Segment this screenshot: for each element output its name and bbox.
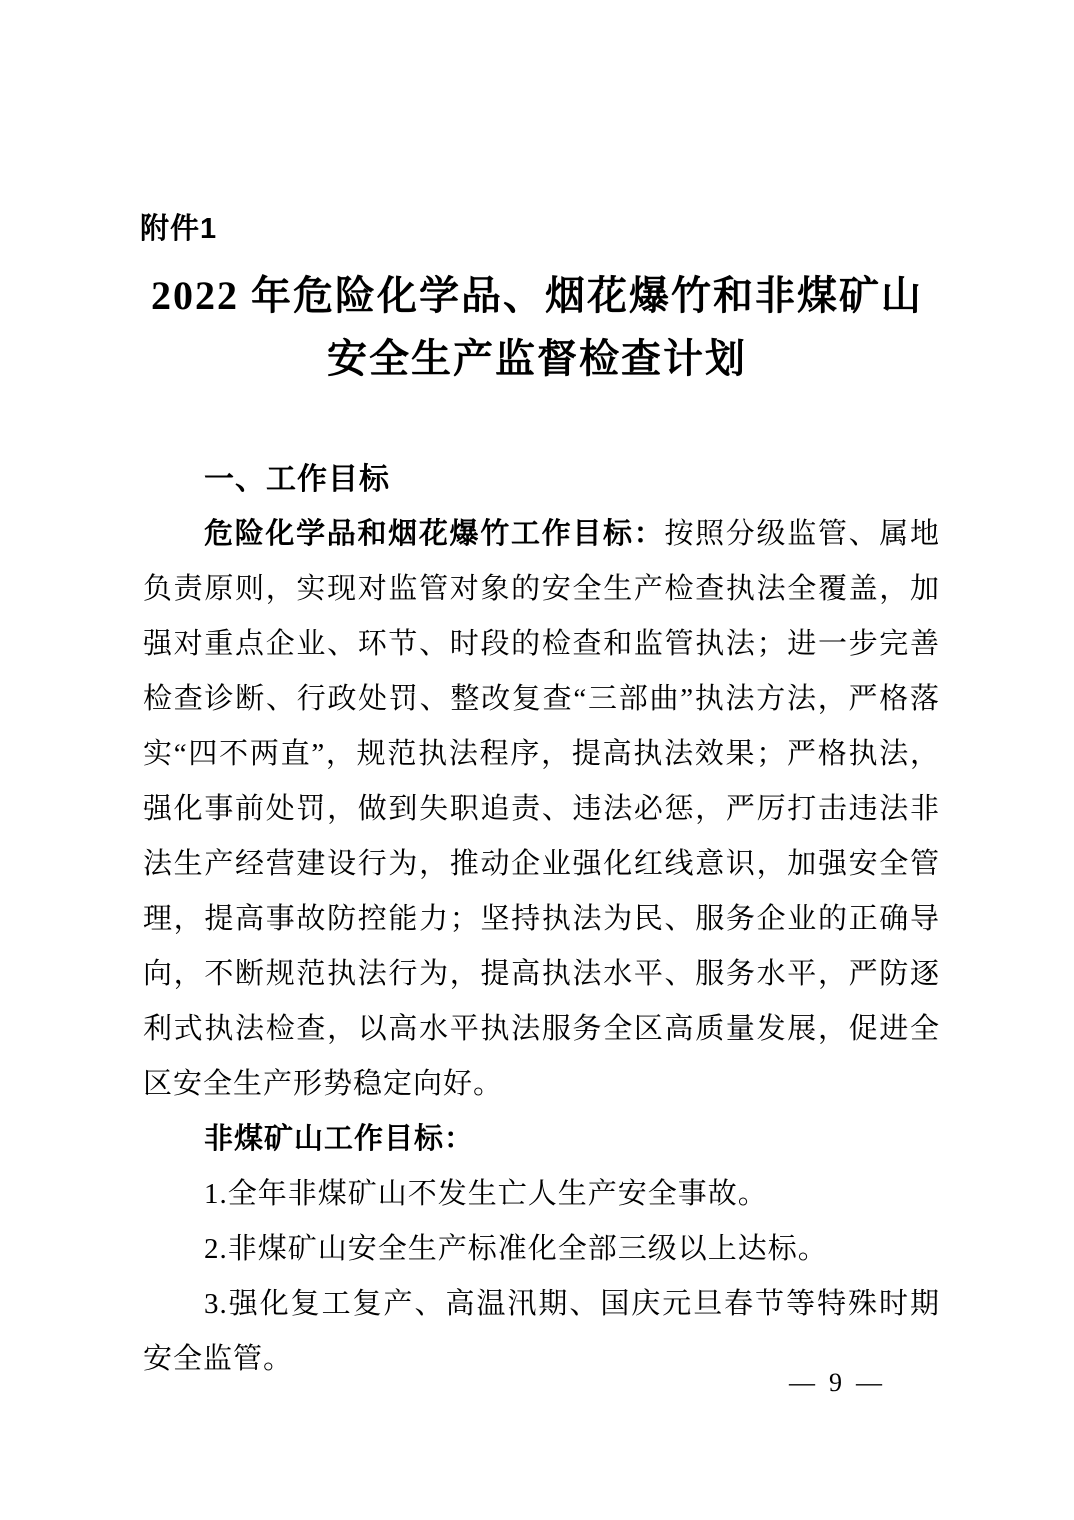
page-number: 9 — [829, 1368, 842, 1397]
attachment-label: 附件1 — [140, 213, 218, 245]
document-body — [143, 452, 940, 1387]
paragraph-hazchem-goals — [143, 507, 940, 1112]
paragraph-hazchem-goals-lead: 危险化学品和烟花爆竹工作目标： — [204, 518, 665, 550]
section-heading-work-goals: 一、工作目标 — [204, 463, 390, 496]
list-item-3: 3.强化复工复产、高温汛期、国庆元旦春节等特殊时期安全监管。 — [143, 1288, 940, 1375]
paragraph-hazchem-goals-body: 按照分级监管、属地负责原则，实现对监管对象的安全生产检查执法全覆盖，加强对重点企业、环节、时段的检查和监管执法；进一步完善检查诊断、行政处罚、整改复查“三部曲”执法方法，严格落实“四不两直”，规范执法程序，提高执法效果；严格执法，强化事前处罚，做到失职追责、违法必惩，严厉打击违法非法生产经营建设行为，推动企业强化红线意识，加强安全管理，提高事故防控能力；坚持执法为民、服务企业的正确导向，不断规范执法行为，提高执法水平、服务水平，严防逐利式执法检查，以高水平执法服务全区高质量发展，促进全区安全生产形势稳定向好。 — [143, 518, 940, 1100]
document-title-line1: 2022 年危险化学品、烟花爆竹和非煤矿山 — [151, 273, 923, 318]
list-item-2: 2.非煤矿山安全生产标准化全部三级以上达标。 — [204, 1233, 828, 1265]
list-item-1: 1.全年非煤矿山不发生亡人生产安全事故。 — [204, 1178, 768, 1210]
document-title — [80, 264, 994, 390]
footer-dash-left: — — [789, 1368, 815, 1397]
sub-heading-noncoal-mines-text: 非煤矿山工作目标： — [204, 1123, 475, 1155]
page-footer — [775, 1368, 896, 1398]
sub-heading-noncoal-mines — [143, 1112, 940, 1167]
document-title-line2: 安全生产监督检查计划 — [327, 336, 747, 381]
footer-dash-right: — — [856, 1368, 882, 1397]
